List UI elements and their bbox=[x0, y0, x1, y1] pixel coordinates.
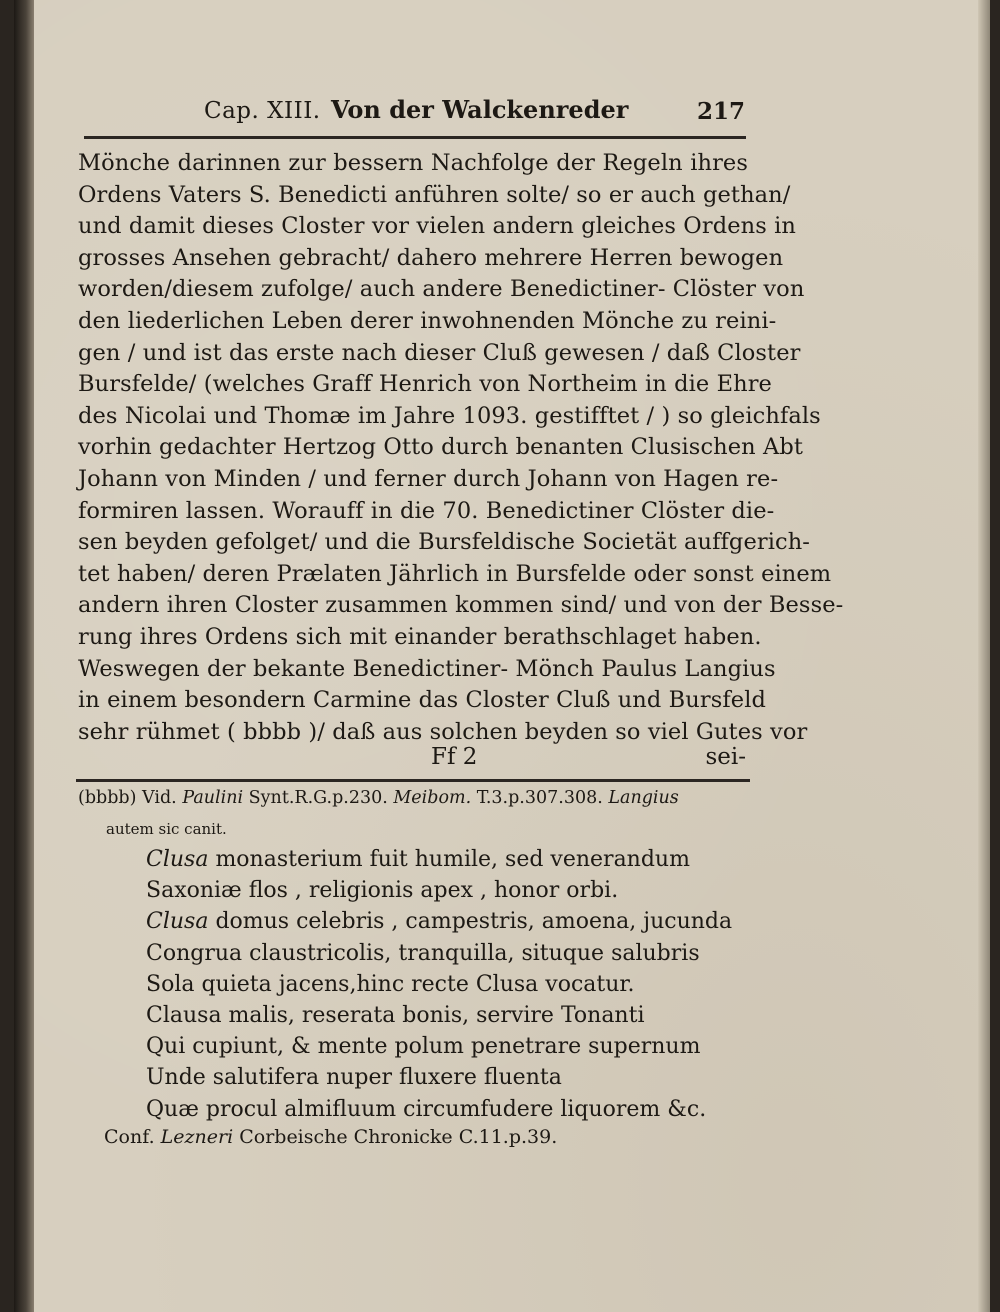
body-line: Weswegen der bekante Benedictiner- Mönch Paulus Langius bbox=[78, 655, 776, 682]
header-rule bbox=[84, 136, 746, 139]
poem-verse bbox=[146, 1000, 766, 1031]
book-page bbox=[14, 0, 990, 1312]
body-line: grosses Ansehen gebracht/ dahero mehrere Herren bewogen bbox=[78, 244, 784, 271]
footnote-part1: Synt.R.G.p.230. bbox=[248, 788, 388, 808]
body-text bbox=[78, 148, 844, 748]
footnote-part2: T.3.p.307.308. bbox=[476, 788, 603, 808]
body-line: gen / und ist das erste nach dieser Cluß gewesen / daß Closter bbox=[78, 339, 801, 366]
body-line: in einem besondern Carmine das Closter Cluß und Bursfeld bbox=[78, 687, 767, 714]
body-line: sehr rühmet ( bbbb )/ daß aus solchen beyden so viel Gutes vor bbox=[78, 718, 808, 745]
verse-text: Qui cupiunt, & mente polum penetrare supernum bbox=[146, 1034, 701, 1060]
page-footer-line bbox=[78, 744, 748, 774]
body-line: Johann von Minden / und ferner durch Johann von Hagen re- bbox=[78, 465, 779, 492]
poem-verse bbox=[146, 969, 766, 1000]
poem-verse bbox=[146, 1031, 766, 1062]
verse-text: domus celebris , campestris, amoena, jucunda bbox=[208, 909, 733, 935]
poem-verse bbox=[146, 938, 766, 969]
verse-lead-word: Clusa bbox=[146, 909, 209, 935]
poem-verse bbox=[146, 1062, 766, 1093]
verse-text: Clausa malis, reserata bonis, servire Tonanti bbox=[146, 1002, 645, 1028]
footnote-vid: Vid. bbox=[142, 788, 177, 808]
verse-text: Quæ procul almifluum circumfudere liquorem &c. bbox=[146, 1096, 707, 1122]
catchword: sei- bbox=[705, 744, 746, 770]
poem-verse bbox=[146, 875, 766, 906]
body-line: formiren lassen. Worauff in die 70. Benedictiner Clöster die- bbox=[78, 497, 775, 524]
body-line: des Nicolai und Thomæ im Jahre 1093. gestifftet / ) so gleichfals bbox=[78, 402, 821, 429]
footnote-reference bbox=[78, 788, 758, 808]
book-spine bbox=[14, 0, 34, 1312]
footnote-marker: (bbbb) bbox=[78, 788, 137, 808]
poem-verse bbox=[146, 1094, 766, 1125]
verse-text: monasterium fuit humile, sed venerandum bbox=[208, 847, 690, 872]
body-line: rung ihres Ordens sich mit einander berathschlaget haben. bbox=[78, 623, 762, 650]
body-line: tet haben/ deren Prælaten Jährlich in Bursfelde oder sonst einem bbox=[78, 560, 832, 587]
footnote-meibom: Meibom. bbox=[393, 788, 472, 808]
body-line: sen beyden gefolget/ und die Bursfeldische Societät auffgerich- bbox=[78, 529, 811, 556]
conf-rest: Corbeische Chronicke C.11.p.39. bbox=[239, 1126, 558, 1148]
poem-verse bbox=[146, 844, 766, 875]
conf-reference bbox=[104, 1126, 557, 1148]
footnote-rule bbox=[76, 779, 750, 782]
verse-lead-word: Clusa bbox=[146, 847, 209, 872]
page-number: 217 bbox=[696, 98, 745, 125]
body-line: Ordens Vaters S. Benedicti anführen solte/ so er auch gethan/ bbox=[78, 181, 791, 208]
body-line: und damit dieses Closter vor vielen andern gleiches Ordens in bbox=[78, 213, 797, 240]
body-line: Mönche darinnen zur bessern Nachfolge der Regeln ihres bbox=[78, 150, 748, 176]
verse-text: Congrua claustricolis, tranquilla, situque salubris bbox=[146, 940, 700, 966]
latin-poem bbox=[146, 844, 766, 1125]
body-line: worden/diesem zufolge/ auch andere Benedictiner- Clöster von bbox=[78, 276, 805, 303]
body-line: vorhin gedachter Hertzog Otto durch benanten Clusischen Abt bbox=[78, 434, 803, 461]
body-line: andern ihren Closter zusammen kommen sind/ und von der Besse- bbox=[78, 592, 844, 619]
conf-prefix: Conf. bbox=[104, 1126, 155, 1148]
verse-text: Unde salutifera nuper fluxere fluenta bbox=[146, 1065, 562, 1091]
footnote-paulini: Paulini bbox=[182, 788, 244, 808]
verse-text: Saxoniæ flos , religionis apex , honor orbi. bbox=[146, 878, 619, 904]
header-title: Von der Walckenreder bbox=[331, 95, 629, 124]
body-line: den liederlichen Leben derer inwohnenden Mönche zu reini- bbox=[78, 307, 777, 334]
conf-author: Lezneri bbox=[160, 1126, 234, 1148]
chapter-label: Cap. XIII. bbox=[204, 98, 321, 124]
page-edge bbox=[978, 0, 990, 1312]
verse-text: Sola quieta jacens,hinc recte Clusa vocatur. bbox=[146, 971, 635, 997]
footnote-langius: Langius bbox=[608, 788, 679, 808]
body-line: Bursfelde/ (welches Graff Henrich von Northeim in die Ehre bbox=[78, 371, 772, 398]
signature-mark: Ff 2 bbox=[431, 744, 478, 770]
poem-verse bbox=[146, 906, 766, 937]
footnote-continuation: autem sic canit. bbox=[106, 820, 227, 838]
running-header bbox=[189, 93, 759, 133]
